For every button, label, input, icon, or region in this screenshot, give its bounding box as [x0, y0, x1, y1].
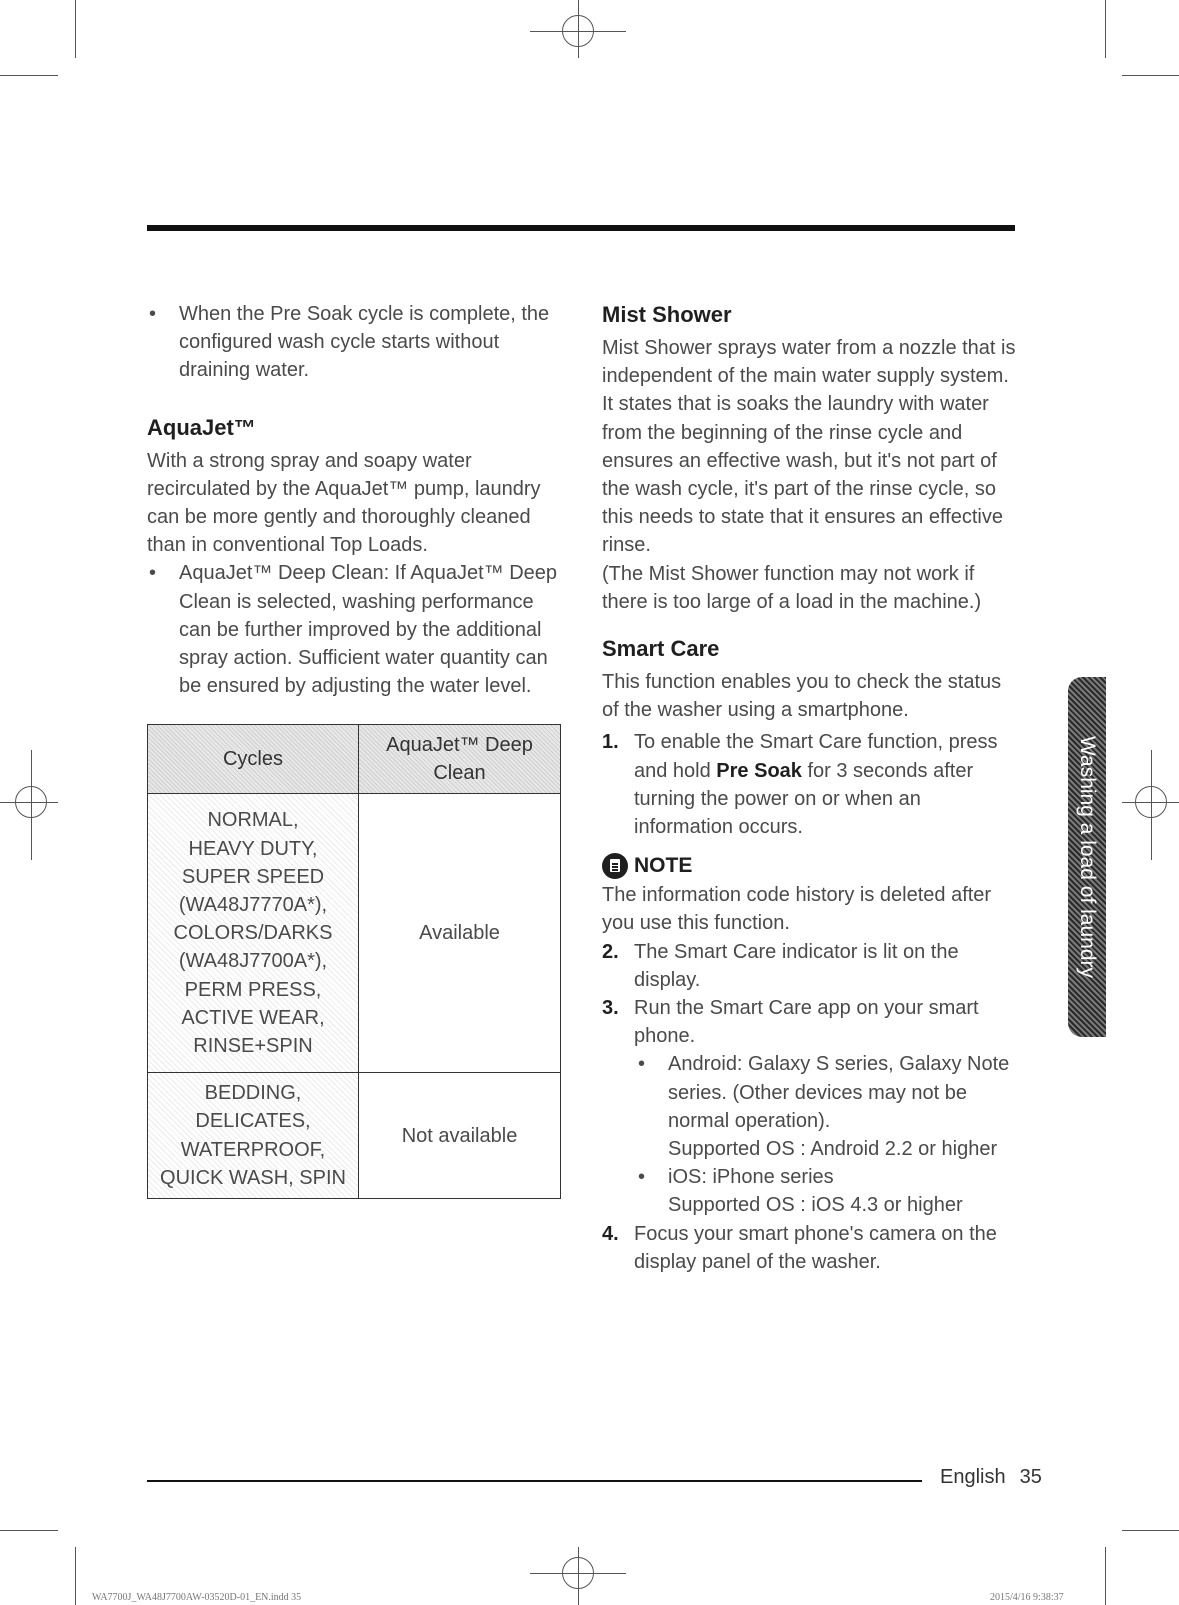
table-header-cycles: Cycles [148, 725, 359, 794]
chapter-tab-label: Washing a load of laundry [1076, 735, 1099, 979]
bullet-dot: • [638, 1053, 646, 1076]
crop-mark [75, 1547, 76, 1605]
table-cell-cycles [148, 1073, 359, 1199]
aquajet-bullet-text: AquaJet™ Deep Clean: If AquaJet™ Deep Clean is selected, washing performance can be further improved by the additional spray action. Sufficient water quantity can be ensured by adjusting the water level. [179, 562, 558, 698]
step-number: 2. [602, 940, 619, 963]
step-number: 1. [602, 731, 619, 754]
table-header-deep-clean: AquaJet™ Deep Clean [359, 725, 561, 794]
table-row [148, 794, 561, 1073]
note-icon [602, 853, 628, 879]
cycle-name: NORMAL, [207, 809, 299, 832]
cycle-name: SUPER SPEED [181, 865, 325, 888]
cycle-name: RINSE+SPIN [193, 1035, 313, 1058]
cycle-name: (WA48J7770A*), [178, 894, 328, 917]
bullet-dot: • [638, 1166, 646, 1189]
android-text: Android: Galaxy S series, Galaxy Note series. (Other devices may not be normal operation). [668, 1053, 1010, 1132]
smart-care-body: This function enables you to check the status of the washer using a smartphone. [602, 671, 1002, 722]
note-header [602, 853, 1022, 879]
page-number: 35 [1019, 1466, 1042, 1488]
table-cell-availability: Not available [359, 1073, 561, 1199]
step-number: 4. [602, 1222, 619, 1245]
print-slug-file: WA7700J_WA48J7700AW-03520D-01_EN.indd 35 [92, 1592, 302, 1603]
aquajet-bullet [147, 559, 562, 700]
ios-os: Supported OS : iOS 4.3 or higher [668, 1194, 963, 1217]
intro-bullet [147, 300, 562, 385]
crop-mark [1105, 0, 1106, 58]
registration-circle [562, 1557, 594, 1589]
step-text: Run the Smart Care app on your smart phone. [634, 997, 979, 1048]
right-column [602, 300, 1022, 1276]
crop-mark [1122, 1530, 1179, 1531]
step-text: for 3 seconds after turning the power on or when an information occurs. [634, 759, 974, 839]
step-number: 3. [602, 997, 619, 1020]
cycle-name: COLORS/DARKS [173, 922, 333, 945]
cycle-name: WATERPROOF, [180, 1138, 326, 1161]
bullet-dot: • [149, 562, 157, 585]
android-bullet [602, 1050, 1022, 1135]
registration-circle [1135, 786, 1167, 818]
aquajet-body: With a strong spray and soapy water recirculated by the AquaJet™ pump, laundry can be more gently and thoroughly cleaned than in conventional Top Loads. [147, 449, 541, 557]
step-4 [602, 1220, 1022, 1276]
cycles-table [147, 724, 561, 1199]
note-label: NOTE [634, 854, 693, 878]
table-cell-availability: Available [359, 794, 561, 1073]
footer [940, 1466, 1042, 1489]
step-2 [602, 938, 1022, 994]
android-os: Supported OS : Android 2.2 or higher [668, 1138, 998, 1161]
print-slug-date: 2015/4/16 9:38:37 [990, 1592, 1064, 1603]
registration-circle [562, 15, 594, 47]
step-text: The Smart Care indicator is lit on the display. [634, 940, 959, 991]
crop-mark [1122, 75, 1179, 76]
bullet-dot: • [149, 303, 157, 325]
cycle-name: ACTIVE WEAR, [181, 1006, 325, 1029]
pre-soak-button-label: Pre Soak [716, 759, 802, 782]
mist-shower-heading: Mist Shower [602, 302, 732, 327]
cycle-name: BEDDING, [204, 1082, 302, 1105]
cycle-name: PERM PRESS, [184, 978, 322, 1001]
step-1 [602, 728, 1022, 841]
table-header-row [148, 725, 561, 794]
header-rule [147, 225, 1015, 231]
smart-care-heading: Smart Care [602, 636, 720, 662]
crop-mark [0, 75, 58, 76]
mist-shower-note: (The Mist Shower function may not work if there is too large of a load in the machine.) [602, 562, 982, 613]
footer-rule [147, 1480, 922, 1482]
crop-mark [1105, 1547, 1106, 1605]
intro-bullet-text: When the Pre Soak cycle is complete, the configured wash cycle starts without draining water. [179, 303, 550, 382]
mist-shower-body: Mist Shower sprays water from a nozzle that is independent of the main water supply system. It states that is soaks the laundry with water from the beginning of the rinse cycle and ensures an effective wash, but it's not part of the wash cycle, it's part of the rinse cycle, so this needs to state that it ensures an effective rinse. [602, 337, 1016, 557]
step-text: Focus your smart phone's camera on the display panel of the washer. [634, 1222, 997, 1273]
ios-bullet [602, 1163, 1022, 1191]
footer-language: English [940, 1466, 1006, 1488]
registration-circle [15, 786, 47, 818]
cycle-name: (WA48J7700A*), [178, 950, 328, 973]
ios-text: iOS: iPhone series [668, 1166, 834, 1189]
cycle-name: QUICK WASH, SPIN [160, 1166, 346, 1189]
aquajet-heading: AquaJet™ [147, 414, 256, 440]
crop-mark [75, 0, 76, 58]
table-row [148, 1073, 561, 1199]
cycle-name: DELICATES, [195, 1110, 311, 1133]
left-column [147, 300, 562, 1199]
crop-mark [0, 1530, 58, 1531]
table-cell-cycles [148, 794, 359, 1073]
note-text: The information code history is deleted after you use this function. [602, 884, 992, 935]
step-text: To enable the Smart Care function, press and hold [634, 731, 998, 782]
step-3 [602, 994, 1022, 1050]
cycle-name: HEAVY DUTY, [188, 837, 318, 860]
